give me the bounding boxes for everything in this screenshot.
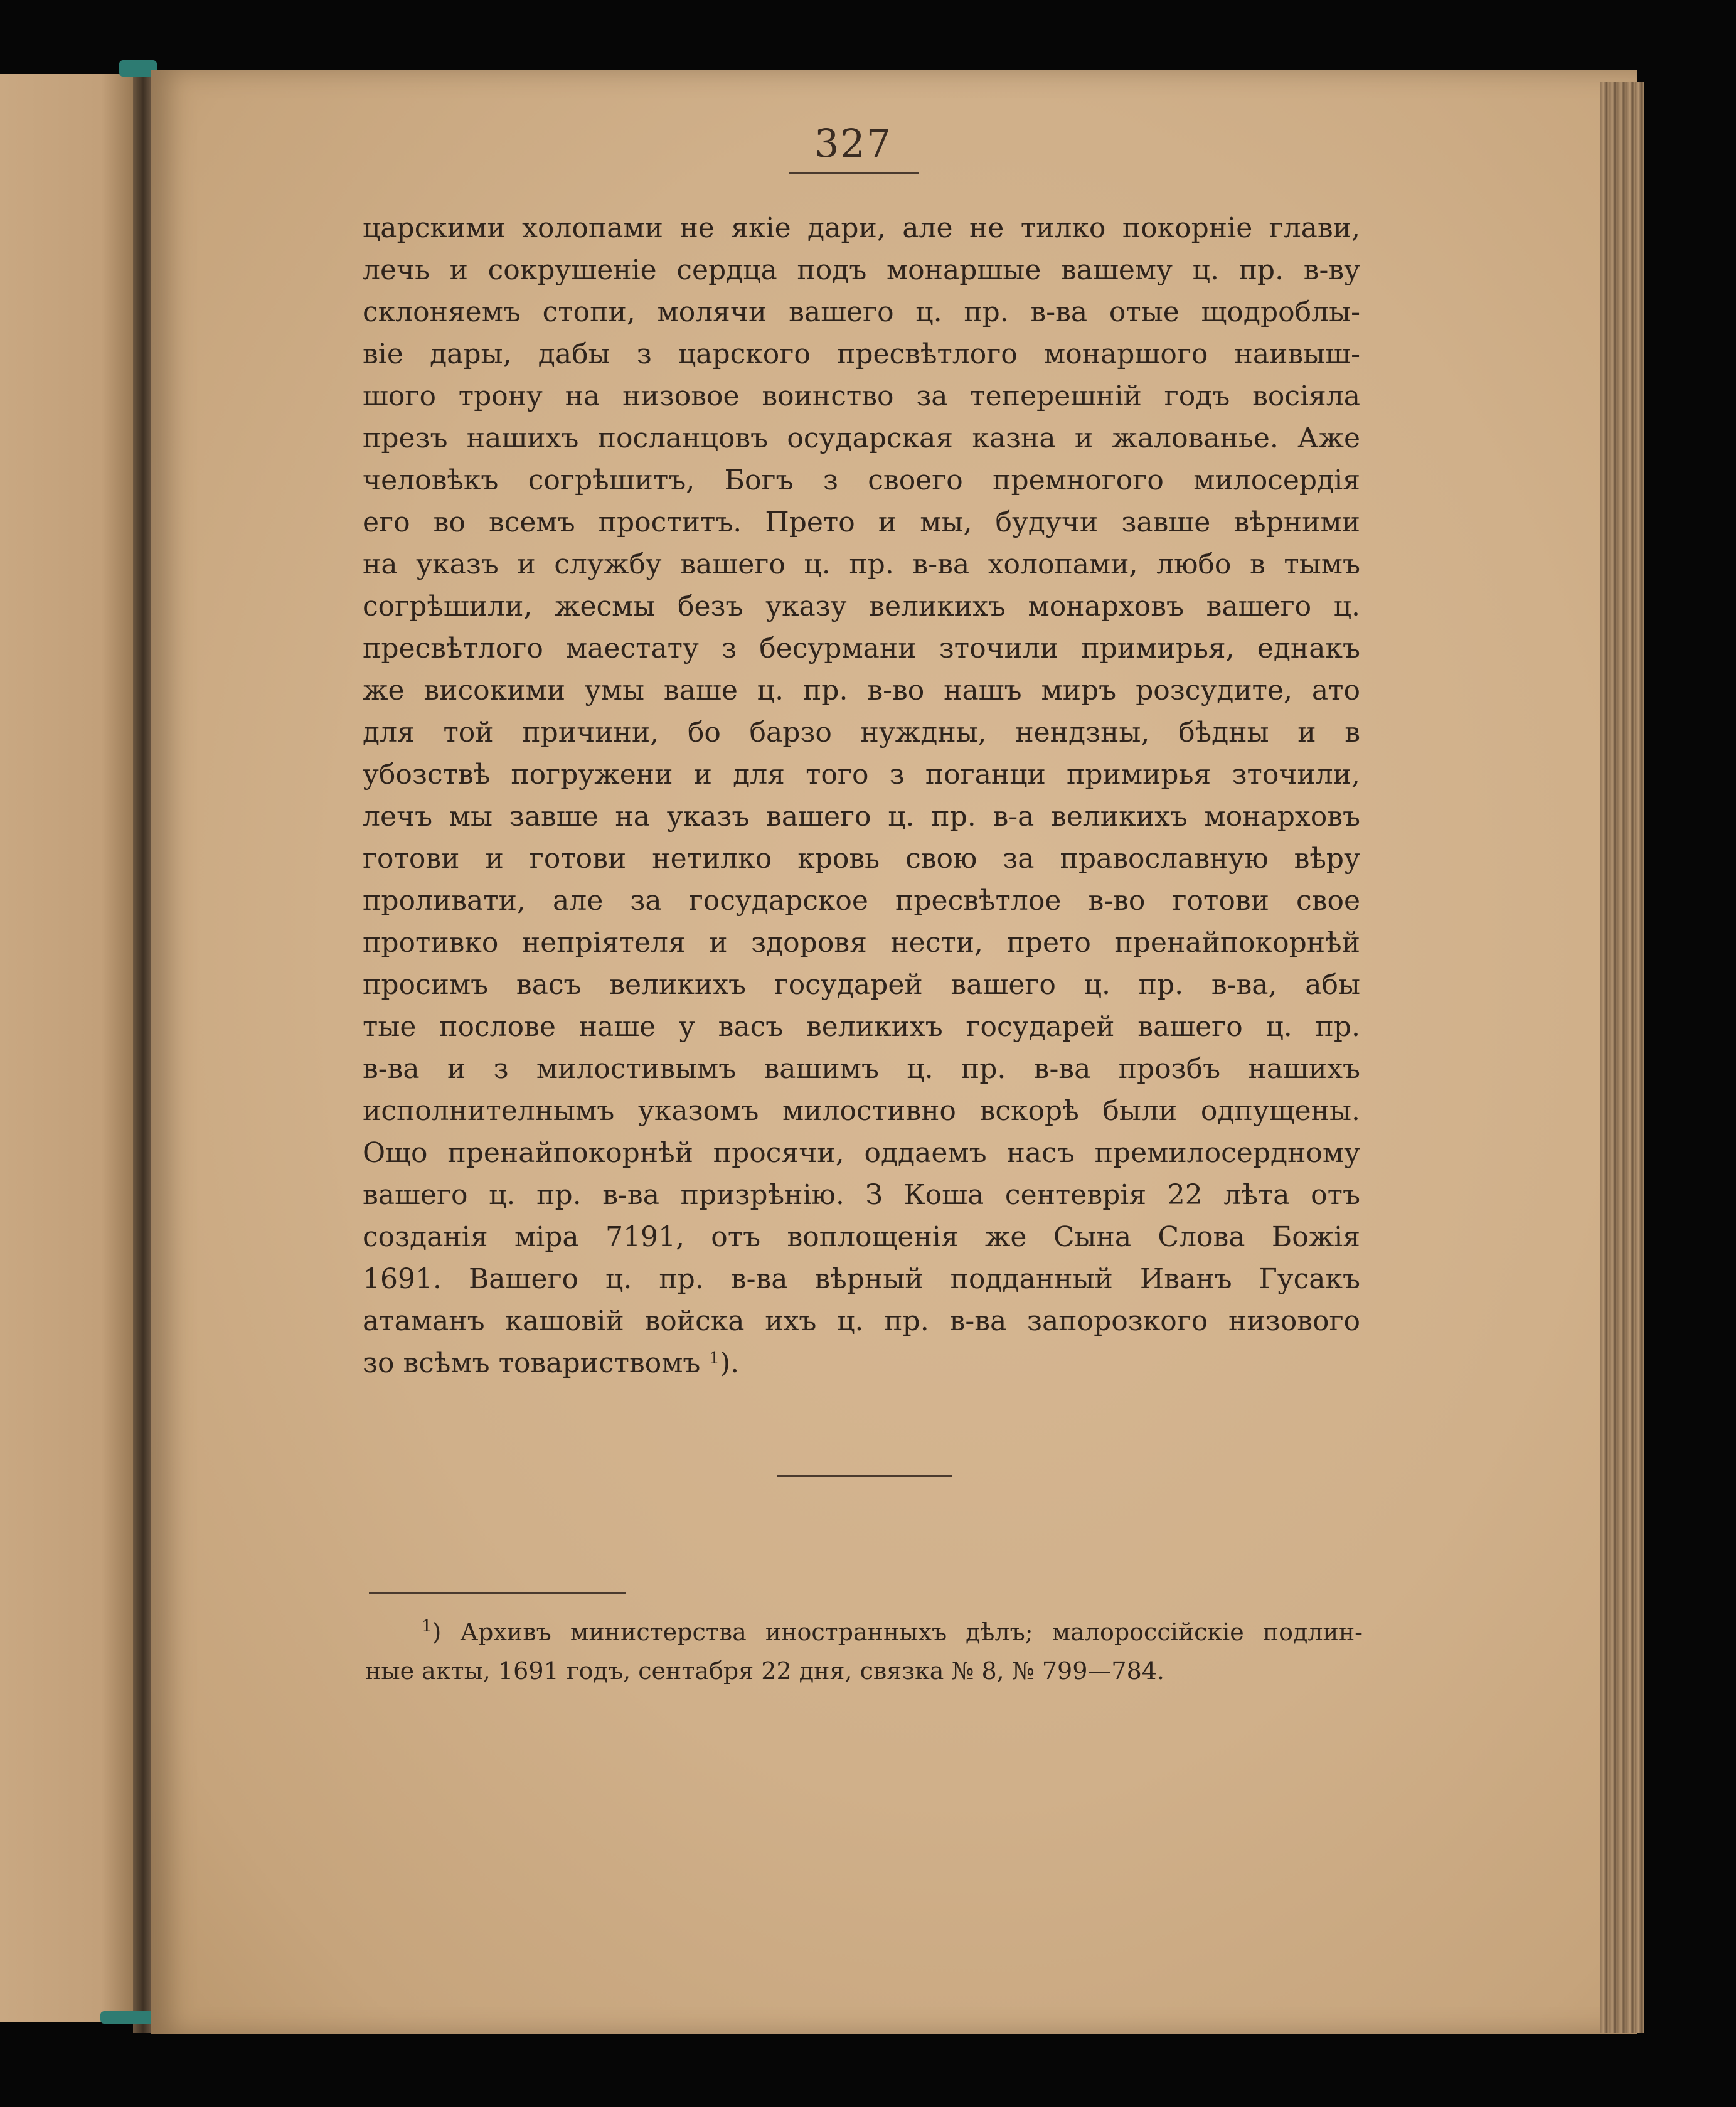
text-line: Ощо пренайпокорнѣй просячи, оддаемъ насъ премилосердному xyxy=(363,1137,1360,1169)
text-line-last-words: зо всѣмъ товариствомъ xyxy=(363,1347,701,1379)
text-line: 1691. Вашего ц. пр. в-ва вѣрный подданный Иванъ Гусакъ xyxy=(363,1263,1360,1295)
text-line: вашего ц. пр. в-ва призрѣнію. З Коша сентеврія 22 лѣта отъ xyxy=(363,1179,1360,1211)
text-line: пресвѣтлого маестату з бесурмани зточили примирья, еднакъ xyxy=(363,632,1360,664)
page-stack-edge xyxy=(1600,82,1644,2033)
text-line: согрѣшили, жесмы безъ указу великихъ монарховъ вашего ц. xyxy=(363,590,1360,622)
footnote-text: ) Архивъ министерства иностранныхъ дѣлъ; малороссійскіе подлин- xyxy=(432,1618,1363,1646)
text-line: противко непріятеля и здоровя нести, прето пренайпокорнѣй xyxy=(363,927,1360,959)
page-number: 327 xyxy=(814,120,893,166)
footnote xyxy=(365,1613,1363,1690)
text-line: для той причини, бо барзо нуждны, нендзны, бѣдны и в xyxy=(363,717,1360,749)
text-line: его во всемъ проститъ. Прето и мы, будучи завше вѣрними xyxy=(363,506,1360,538)
text-line: проливати, але за государское пресвѣтлое в-во готови свое xyxy=(363,885,1360,917)
footnote-line xyxy=(365,1613,1363,1651)
text-line: тые послове наше у васъ великихъ государей вашего ц. пр. xyxy=(363,1011,1360,1043)
section-divider xyxy=(777,1475,952,1477)
left-page-edge xyxy=(0,74,144,2022)
page-number-rule xyxy=(789,172,919,174)
text-line: шого трону на низовое воинство за теперешній годъ восіяла xyxy=(363,380,1360,412)
text-line: человѣкъ согрѣшитъ, Богъ з своего премногого милосердія xyxy=(363,464,1360,496)
text-line: в-ва и з милостивымъ вашимъ ц. пр. в-ва прозбъ нашихъ xyxy=(363,1053,1360,1085)
text-line: склоняемъ стопи, молячи вашего ц. пр. в-ва отые щодроблы- xyxy=(363,296,1360,328)
text-line: лечъ мы завше на указъ вашего ц. пр. в-а великихъ монарховъ xyxy=(363,801,1360,833)
text-line: просимъ васъ великихъ государей вашего ц. пр. в-ва, абы xyxy=(363,969,1360,1001)
text-line: лечь и сокрушеніе сердца подъ монаршые вашему ц. пр. в-ву xyxy=(363,254,1360,286)
text-line: исполнителнымъ указомъ милостивно вскорѣ были одпущены. xyxy=(363,1095,1360,1127)
text-line: віе дары, дабы з царского пресвѣтлого монаршого наивыш- xyxy=(363,338,1360,370)
text-line: готови и готови нетилко кровь свою за православную вѣру xyxy=(363,843,1360,875)
text-line: на указъ и службу вашего ц. пр. в-ва холопами, любо в тымъ xyxy=(363,548,1360,580)
footnote-line: ные акты, 1691 годъ, сентабря 22 дня, связка № 8, № 799—784. xyxy=(365,1657,1165,1685)
text-line: созданія міра 7191, отъ воплощенія же Сына Слова Божія xyxy=(363,1221,1360,1253)
body-text xyxy=(363,207,1360,1384)
footnote-rule xyxy=(369,1592,626,1594)
text-line: царскими холопами не якіе дари, але не тилко покорніе глави, xyxy=(363,212,1360,244)
footnote-reference: 1 xyxy=(709,1349,720,1368)
text-line: убозствѣ погружени и для того з поганци примирья зточили, xyxy=(363,759,1360,791)
text-line-last xyxy=(363,1342,1360,1384)
closing-punctuation: ). xyxy=(719,1347,740,1379)
text-line: атаманъ кашовій войска ихъ ц. пр. в-ва запорозкого низового xyxy=(363,1305,1360,1337)
text-line: же високими умы ваше ц. пр. в-во нашъ миръ розсудите, ато xyxy=(363,675,1360,707)
footnote-marker: 1 xyxy=(422,1617,432,1636)
text-line: презъ нашихъ посланцовъ осударская казна и жалованье. Аже xyxy=(363,422,1360,454)
